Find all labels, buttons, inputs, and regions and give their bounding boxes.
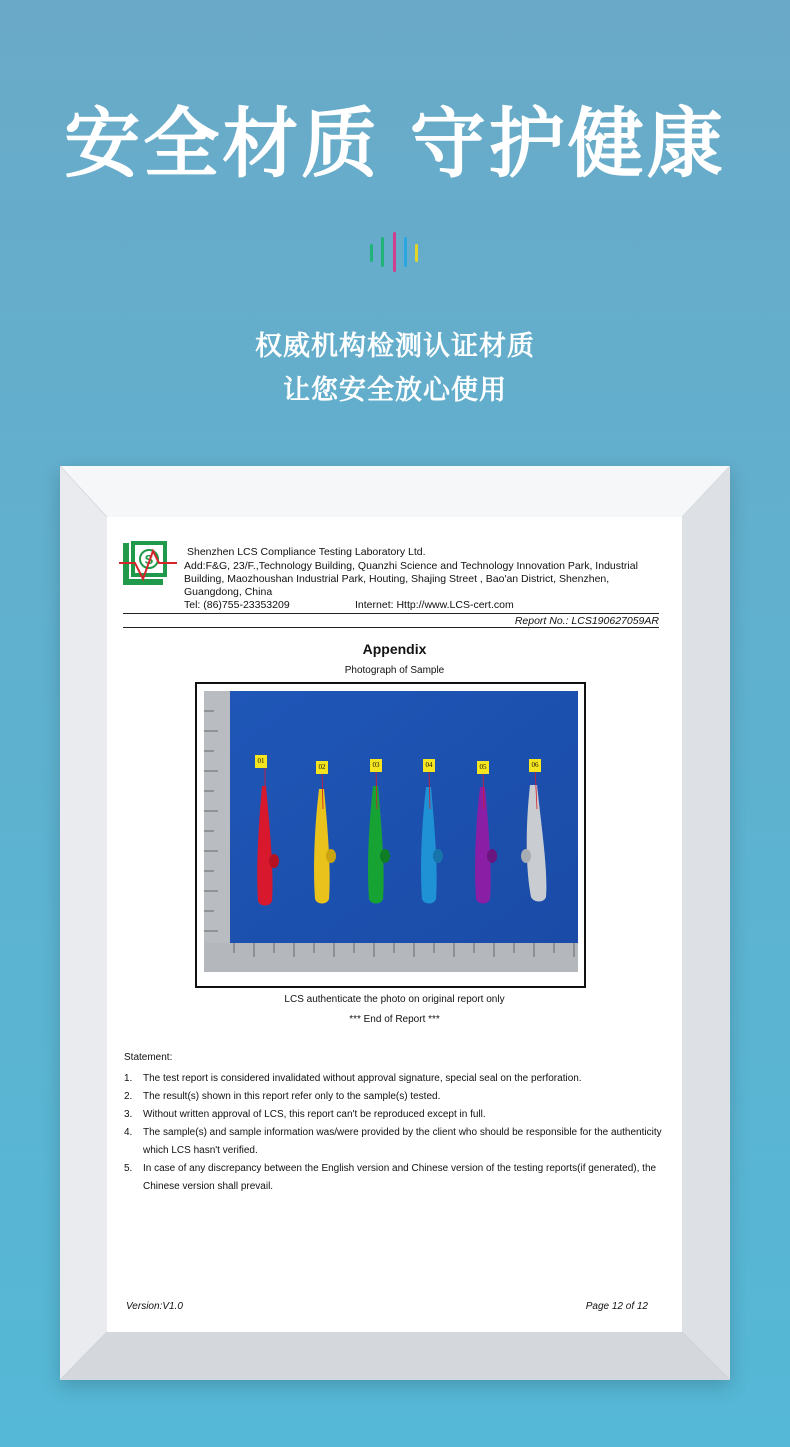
subtitle-line-1: 权威机构检测认证材质 <box>255 331 535 362</box>
header-rule-lower <box>123 627 659 628</box>
headline: 安全材质 守护健康 <box>64 99 726 188</box>
header-rule <box>123 613 659 614</box>
statement-text: Without written approval of LCS, this report can't be reproduced except in full. <box>143 1109 486 1120</box>
statement-item <box>124 1070 669 1088</box>
svg-text:S: S <box>144 552 154 567</box>
statement-item <box>124 1106 669 1124</box>
statement-text: The result(s) shown in this report refer only to the sample(s) tested. <box>143 1091 441 1102</box>
subtitle-line-2: 让您安全放心使用 <box>283 375 507 406</box>
sample-tag-04: 04 <box>423 759 435 772</box>
lab-address: Add:F&G, 23/F.,Technology Building, Quanzhi Science and Technology Innovation Park, Industrial Building, Maozhoushan Industrial Park, Houting, Shajing Street , Bao'an District, Shenzhen, Guangdong, China <box>184 560 638 598</box>
sample-photo-frame <box>195 682 586 988</box>
statement-item <box>124 1088 669 1106</box>
lab-name: Shenzhen LCS Compliance Testing Laboratory Ltd. <box>187 546 426 558</box>
lcs-logo-icon <box>119 541 177 589</box>
report-number: Report No.: LCS190627059AR <box>514 615 659 627</box>
page-number: Page 12 of 12 <box>585 1301 648 1312</box>
statement-number: 4. <box>124 1127 133 1138</box>
sample-photo <box>204 691 578 972</box>
appendix-title: Appendix <box>362 641 427 657</box>
statement-number: 3. <box>124 1109 133 1120</box>
statement-number: 2. <box>124 1091 133 1102</box>
statement-item <box>124 1124 669 1160</box>
statement-text: The sample(s) and sample information was/were provided by the client who should be responsible for the authenticity which LCS hasn't verified. <box>143 1127 662 1156</box>
sample-tag-02: 02 <box>316 761 328 774</box>
authentication-note: LCS authenticate the photo on original report only <box>284 994 505 1005</box>
statement-list <box>124 1070 669 1196</box>
sample-tag-03: 03 <box>370 759 382 772</box>
sample-tag-01: 01 <box>255 755 267 768</box>
lab-telephone: Tel: (86)755-23353209 <box>184 599 290 611</box>
sample-tag-06: 06 <box>529 759 541 772</box>
statement-item <box>124 1160 669 1196</box>
statement-number: 5. <box>124 1163 133 1174</box>
statement-text: In case of any discrepancy between the English version and Chinese version of the testing reports(if generated), the Chinese version shall prevail. <box>143 1163 657 1192</box>
test-report-page <box>107 517 682 1332</box>
statement-title: Statement: <box>124 1052 173 1063</box>
lab-website: Internet: Http://www.LCS-cert.com <box>355 599 514 611</box>
sample-tag-05: 05 <box>477 761 489 774</box>
decorative-bars-icon <box>370 232 422 274</box>
photo-title: Photograph of Sample <box>344 665 445 676</box>
statement-text: The test report is considered invalidated without approval signature, special seal on the perforation. <box>143 1073 582 1084</box>
end-of-report: *** End of Report *** <box>349 1014 440 1025</box>
document-version: Version:V1.0 <box>126 1301 183 1312</box>
statement-number: 1. <box>124 1073 133 1084</box>
